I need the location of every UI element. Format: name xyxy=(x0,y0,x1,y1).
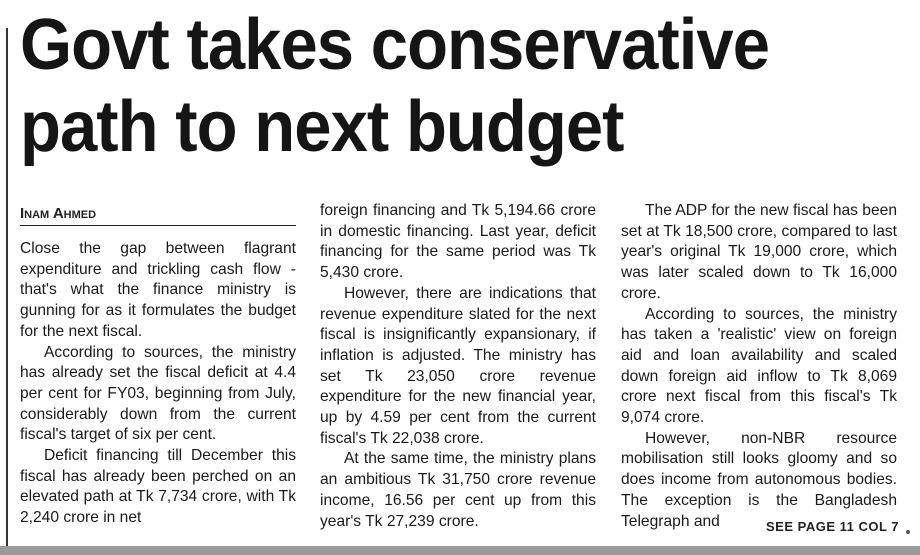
paragraph: At the same time, the ministry plans an ambitious Tk 31,750 crore revenue income, 16.56 per cent up from this year's Tk 27,239 crore. xyxy=(320,450,596,530)
paragraph: foreign financing and Tk 5,194.66 crore in domestic financing. Last year, deficit financing for the same period was Tk 5,430 crore. xyxy=(320,202,596,282)
paragraph: According to sources, the ministry has already set the fiscal deficit at 4.4 per cent for FY03, beginning from July, considerably down from the current fiscal's target of six per cent. xyxy=(20,343,296,444)
headline xyxy=(20,4,848,168)
corner-dot xyxy=(906,530,910,534)
headline-line-1: Govt takes conservative xyxy=(20,5,770,85)
paragraph: According to sources, the ministry has taken a 'realistic' view on foreign aid and loan availability and scaled down foreign aid inflow to Tk 8,069 crore next fiscal from this fiscal's Tk 9,074 crore. xyxy=(621,305,897,427)
bottom-bar xyxy=(0,546,920,555)
continuation-note: SEE PAGE 11 COL 7 xyxy=(765,519,899,534)
byline: Inam Ahmed xyxy=(20,205,296,226)
paragraph: However, non-NBR resource mobilisation still looks gloomy and so does income from autonomous bodies. The exception is the Bangladesh Telegraph and xyxy=(621,429,897,530)
paragraph: Deficit financing till December this fiscal has already been perched on an elevated path at Tk 7,734 crore, with Tk 2,240 crore in net xyxy=(20,447,296,527)
article-column-2 xyxy=(320,201,596,532)
paragraph: Close the gap between flagrant expenditure and trickling cash flow - that's what the finance ministry is gunning for as it formulates the budget for the next fiscal. xyxy=(20,240,296,340)
article-column-1 xyxy=(20,239,296,529)
column-rule xyxy=(6,28,8,553)
paragraph: However, there are indications that revenue expenditure slated for the next fiscal is insignificantly expansionary, if inflation is adjusted. The ministry has set Tk 23,050 crore revenue expenditure for the new financial year, up by 4.59 per cent from the current fiscal's Tk 22,038 crore. xyxy=(320,284,596,447)
paragraph: The ADP for the new fiscal has been set at Tk 18,500 crore, compared to last year's original Tk 19,000 crore, which was later scaled down to Tk 16,000 crore. xyxy=(621,202,897,302)
headline-line-2: path to next budget xyxy=(20,87,624,167)
article-column-3 xyxy=(621,201,897,532)
